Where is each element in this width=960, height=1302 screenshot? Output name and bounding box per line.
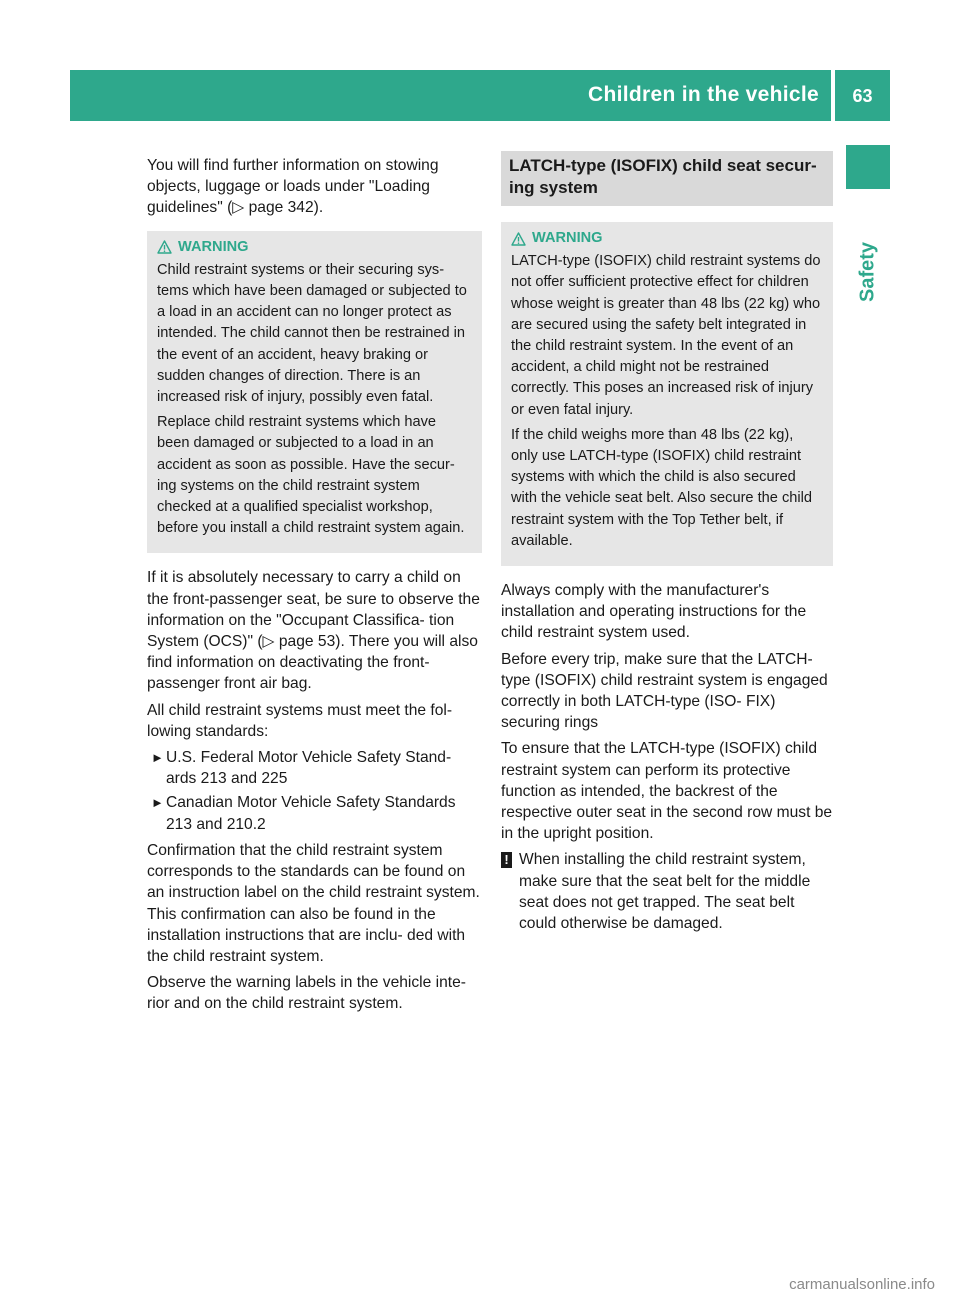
warning-label: WARNING [532, 230, 603, 246]
page-number: 63 [852, 86, 873, 106]
body-paragraph: Observe the warning labels in the vehicle inte- rior and on the child restraint system. [147, 974, 466, 1013]
warning-triangle-icon [511, 232, 526, 246]
warning-header [157, 237, 472, 258]
bullet-icon: ► [151, 750, 164, 766]
warning-text: LATCH-type (ISOFIX) child restraint systems do not offer sufficient protective effect for children whose weight is greater than 48 lbs (22 kg) who are secured using the safety belt integrated in the child restraint system. In the event of an accident, a child might not be restrained correctly. This poses an increased risk of injury or even fatal injury. [511, 253, 821, 418]
warning-header [511, 228, 823, 249]
body-paragraph: Always comply with the manufacturer's installation and operating instructions for the child restraint system used. [501, 582, 807, 642]
body-paragraph: To ensure that the LATCH-type (ISOFIX) child restraint system can perform its protective function as intended, the backrest of the respective outer seat in the second row must be in the upright position. [501, 740, 833, 843]
warning-box [147, 231, 482, 554]
warning-box [501, 222, 833, 566]
left-column [147, 155, 482, 1020]
list-item-text: U.S. Federal Motor Vehicle Safety Stand- ards 213 and 225 [166, 749, 452, 788]
section-heading: LATCH-type (ISOFIX) child seat secur- ing system [501, 151, 833, 206]
warning-triangle-icon [157, 240, 172, 254]
body-paragraph: Before every trip, make sure that the LATCH- type (ISOFIX) child restraint system is engaged correctly in both LATCH-type (ISO- FIX) securing rings [501, 650, 828, 732]
watermark: carmanualsonline.info [789, 1276, 935, 1293]
bullet-icon: ► [151, 795, 164, 811]
list-item-text: Canadian Motor Vehicle Safety Standards 213 and 210.2 [166, 794, 456, 833]
list-item [147, 747, 482, 789]
standards-list [147, 747, 482, 835]
page-title: Children in the vehicle [588, 83, 819, 106]
body-paragraph: All child restraint systems must meet the fol- lowing standards: [147, 701, 453, 740]
warning-label: WARNING [178, 238, 249, 255]
section-tab-block [846, 145, 890, 189]
body-paragraph: Confirmation that the child restraint system corresponds to the standards can be found on an instruction label on the child restraint system. This confirmation can also be found in the installation instructions that are inclu- ded with the child restraint system. [147, 841, 480, 965]
note-text: When installing the child restraint system, make sure that the seat belt for the middle seat does not get trapped. The seat belt could otherwise be damaged. [519, 851, 811, 933]
warning-text: If the child weighs more than 48 lbs (22 kg), only use LATCH-type (ISOFIX) child restraint systems with which the child is also secured with the vehicle seat belt. Also secure the child restraint system with the Top Tether belt, if available. [511, 426, 812, 549]
note-paragraph [501, 849, 833, 934]
exclamation-icon: ! [501, 852, 512, 868]
intro-paragraph: You will find further information on stowing objects, luggage or loads under "Loading guidelines" (▷ page 342). [147, 157, 439, 217]
body-paragraph: If it is absolutely necessary to carry a child on the front-passenger seat, be sure to observe the information on the "Occupant Classifica- tion System (OCS)" (▷ page 53). There you will also find information on deactivating the front-passenger front air bag. [147, 569, 480, 693]
section-tab-label: Safety [856, 241, 879, 303]
warning-text: Replace child restraint systems which have been damaged or subjected to a load in an accident as soon as possible. Have the secur- ing systems on the child restraint system checked at a qualified specialist workshop, before you install a child restraint system again. [157, 414, 465, 537]
list-item [147, 792, 482, 834]
right-column [501, 155, 833, 939]
warning-text: Child restraint systems or their securing sys- tems which have been damaged or subjected to a load in an accident can no longer protect as intended. The child cannot then be restrained in the event of an accident, heavy braking or sudden changes of direction. There is an increased risk of injury, possibly even fatal. [157, 261, 467, 406]
section-tab [846, 202, 890, 342]
